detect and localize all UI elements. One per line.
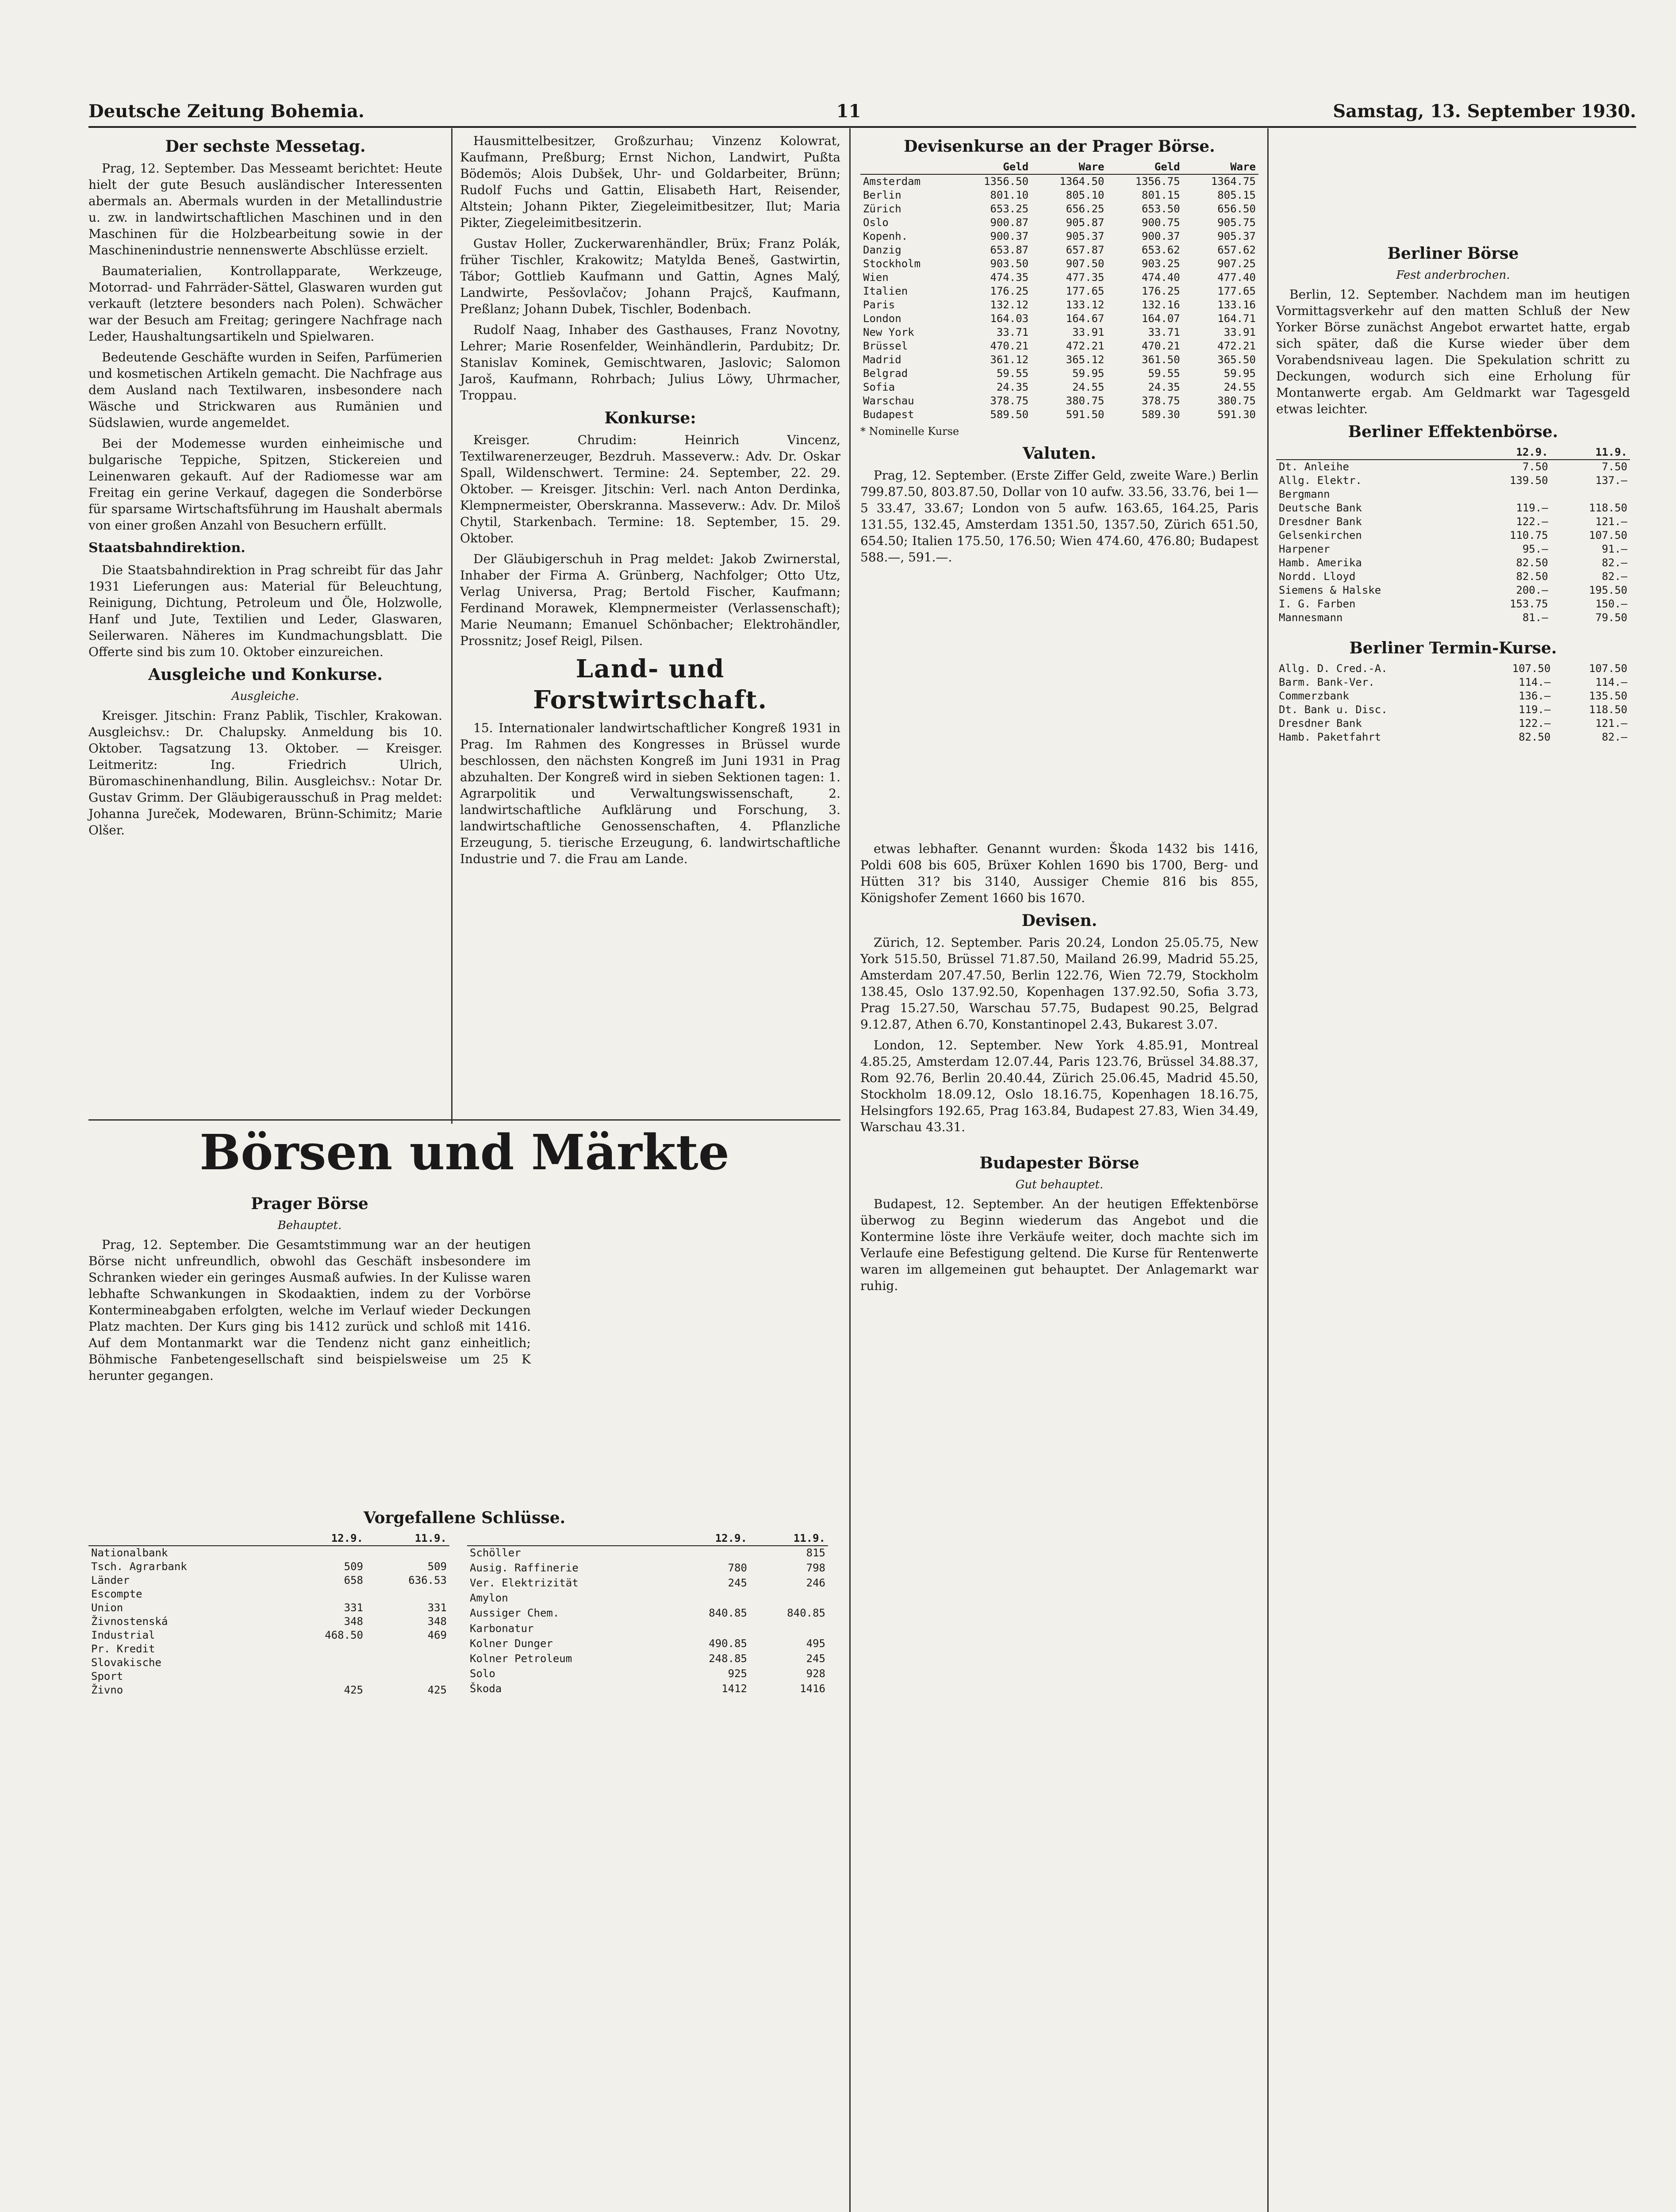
table-cell: 139.50 bbox=[1510, 474, 1548, 487]
col-header bbox=[860, 160, 955, 174]
table-row: Amylon bbox=[470, 1592, 508, 1605]
article-title-messetag: Der sechste Messetag. bbox=[165, 137, 366, 156]
table-cell: 33.91 bbox=[1223, 326, 1256, 338]
table-cell: 59.55 bbox=[1148, 367, 1180, 380]
col-header bbox=[467, 1532, 671, 1546]
table-cell: 59.55 bbox=[996, 367, 1029, 380]
table-cell: Nordd. Lloyd bbox=[1279, 570, 1356, 583]
table-cell: Allg. D. Cred.-A. bbox=[1279, 662, 1388, 675]
table-cell: 1356.75 bbox=[1135, 175, 1180, 188]
table-cell: Dresdner Bank bbox=[1279, 515, 1362, 528]
paragraph: Kreisger. Chrudim: Heinrich Vincenz, Textilwarenerzeuger, Bezdruh. Masseverw.: Adv. Dr. Oskar Spall, Wildenschwert. Termine: 24. September, 22. 29. Oktober. — Kreisger. Jitschin: Verl. nach Anton Derdinka, Klempnermeister, Oberskranna. Masseverw.: Adv. Dr. Miloš Chytil, Starkenbach. Termine: 18. September, 15. 29. Oktober. bbox=[460, 433, 840, 545]
devisen-table bbox=[860, 160, 1258, 422]
table-cell: 903.50 bbox=[990, 257, 1029, 270]
paragraph: Bei der Modemesse wurden einheimische und bulgarische Teppiche, Spitzen, Stickereien und Leinenwaren gekauft. Auf der Radiomesse war am Freitag ein gerine Verkauf, dagegen die Sonderbörse für sparsame Wirtschaftsführung im Haushalt abermals von einer großen Anzahl von Besuchern erfüllt. bbox=[88, 436, 442, 533]
table-cell: 114.— bbox=[1595, 676, 1627, 688]
berliner-title: Berliner Börse bbox=[1387, 244, 1519, 263]
table-row bbox=[1276, 703, 1630, 717]
table-cell: 150.— bbox=[1595, 598, 1627, 610]
table-row: Kolner Petroleum 248.85 245 bbox=[470, 1652, 825, 1665]
table-cell: Mannesmann bbox=[1279, 611, 1343, 624]
column-4 bbox=[860, 841, 1258, 1298]
table-cell: 472.21 bbox=[1217, 340, 1256, 352]
schluesse-title: Vorgefallene Schlüsse. bbox=[363, 1509, 566, 1527]
table-row bbox=[860, 312, 1258, 326]
paragraph: Prag, 12. September. Die Gesamtstimmung war an der heutigen Börse nicht unfreundlich, obwohl das Geschäft insbesondere im Schranken wieder ein geringes Ausmaß aufwies. In der Kulisse waren lebhafte Schwankungen in Skodaaktien, indem zu der Vorbörse Kontermineabgaben erfolgten, welche im Verlauf wieder Deckungen Platz machten. Der Kurs ging bis 1412 zurück und schloß mit 1416. Auf dem Montanmarkt war die Tendenz nicht ganz einheitlich; Böhmische Fanbetengesellschaft sind beispielsweise um 25 K herunter gegangen. bbox=[88, 1237, 531, 1383]
table-cell: 365.12 bbox=[1066, 353, 1105, 366]
table-cell: 801.15 bbox=[1142, 189, 1180, 201]
table-cell: 164.07 bbox=[1142, 312, 1180, 325]
table-cell: 24.35 bbox=[996, 381, 1029, 393]
col-header bbox=[88, 1532, 282, 1546]
column-rule bbox=[451, 128, 453, 1124]
table-cell: 900.37 bbox=[1142, 230, 1180, 242]
table-cell: 589.30 bbox=[1142, 408, 1180, 421]
table-cell: Madrid bbox=[863, 353, 901, 366]
table-cell: 477.35 bbox=[1066, 271, 1105, 284]
table-cell: 119.— bbox=[1516, 502, 1548, 514]
table-cell: 380.75 bbox=[1217, 395, 1256, 407]
table-cell: 82.50 bbox=[1516, 570, 1548, 583]
table-cell: 905.75 bbox=[1217, 216, 1256, 229]
table-cell: Harpener bbox=[1279, 543, 1330, 555]
table-cell bbox=[1551, 488, 1630, 501]
table-cell: London bbox=[863, 312, 901, 325]
table-cell: 33.71 bbox=[996, 326, 1029, 338]
col-header bbox=[1276, 445, 1472, 460]
table-cell: 589.50 bbox=[990, 408, 1029, 421]
table-cell: 477.40 bbox=[1217, 271, 1256, 284]
table-row: Škoda 1412 1416 bbox=[470, 1682, 825, 1695]
table-row bbox=[860, 243, 1258, 257]
table-cell: Deutsche Bank bbox=[1279, 502, 1362, 514]
table-cell: Dresdner Bank bbox=[1279, 717, 1362, 730]
table-cell: Brüssel bbox=[863, 340, 908, 352]
table-row: Ausig. Raffinerie 780 798 bbox=[470, 1562, 825, 1575]
table-cell: 59.95 bbox=[1223, 367, 1256, 380]
table-row: Slovakische bbox=[91, 1656, 161, 1669]
table-cell: 905.37 bbox=[1066, 230, 1105, 242]
table-row: Pr. Kredit bbox=[91, 1643, 155, 1655]
table-row: Kolner Dunger 490.85 495 bbox=[470, 1637, 825, 1650]
table-row bbox=[1276, 460, 1630, 474]
table-row: Ver. Elektrizität 245 246 bbox=[470, 1577, 825, 1590]
column-1 bbox=[88, 133, 442, 843]
boersen-title: Börsen und Märkte bbox=[199, 1124, 729, 1181]
table-cell: Italien bbox=[863, 285, 908, 297]
prager-boerse-title: Prager Börse bbox=[251, 1194, 368, 1213]
paragraph: Kreisger. Jitschin: Franz Pablik, Tischler, Krakowan. Ausgleichsv.: Dr. Chalupsky. Anmeldung bis 10. Oktober. Tagsatzung 13. Oktober. — Kreisger. Leitmeritz: Ing. Friedrich Ulrich, Büromaschinenhandlung, Bilin. Ausgleichsv.: Notar Dr. Gustav Grimm. Der Gläubigerausschuß in Prag meldet: Johanna Jureček, Modewaren, Brünn-Schimitz; Marie Olšer. bbox=[88, 708, 442, 837]
col-header: 12.9. bbox=[671, 1532, 750, 1546]
table-cell: 378.75 bbox=[1142, 395, 1180, 407]
table-cell: 176.25 bbox=[1142, 285, 1180, 297]
table-row: Länder 658 636.53 bbox=[91, 1574, 447, 1586]
table-cell: I. G. Farben bbox=[1279, 598, 1356, 610]
table-cell: Belgrad bbox=[863, 367, 908, 380]
column-rule bbox=[849, 128, 851, 2212]
table-cell: 82.50 bbox=[1516, 557, 1548, 569]
paragraph: etwas lebhafter. Genannt wurden: Škoda 1432 bis 1416, Poldi 608 bis 605, Brüxer Kohlen 1690 bis 1700, Berg- und Hütten 31? bis 3140, Aussiger Chemie 816 bis 855, Königshofer Zement 1660 bis 1670. bbox=[860, 841, 1258, 905]
table-cell: 900.75 bbox=[1142, 216, 1180, 229]
table-row bbox=[1276, 488, 1630, 501]
table-row bbox=[860, 174, 1258, 188]
table-cell: 1364.75 bbox=[1211, 175, 1256, 188]
table-cell: 107.50 bbox=[1589, 662, 1627, 675]
section-heading: Konkurse: bbox=[604, 409, 696, 427]
table-cell: 805.15 bbox=[1217, 189, 1256, 201]
table-cell: 107.50 bbox=[1512, 662, 1551, 675]
table-row bbox=[1276, 662, 1630, 676]
schluesse-section bbox=[88, 1504, 840, 1697]
table-cell: 91.— bbox=[1602, 543, 1627, 555]
table-cell: 137.— bbox=[1595, 474, 1627, 487]
table-row bbox=[860, 408, 1258, 422]
col-header: 11.9. bbox=[366, 1532, 449, 1546]
table-cell: 82.— bbox=[1602, 570, 1627, 583]
column-rule bbox=[1267, 128, 1269, 2212]
col-header: Geld bbox=[955, 160, 1031, 174]
table-cell: 365.50 bbox=[1217, 353, 1256, 366]
table-row: Schöller 815 bbox=[470, 1547, 825, 1559]
table-row: Aussiger Chem. 840.85 840.85 bbox=[470, 1607, 825, 1620]
table-cell: 132.16 bbox=[1142, 299, 1180, 311]
table-row bbox=[1276, 611, 1630, 625]
col-header: Ware bbox=[1031, 160, 1107, 174]
section-divider bbox=[88, 1119, 840, 1121]
table-row: Union 331 331 bbox=[91, 1601, 447, 1614]
table-cell: 24.55 bbox=[1223, 381, 1256, 393]
table-row bbox=[860, 216, 1258, 230]
table-cell: 107.50 bbox=[1589, 529, 1627, 541]
table-cell: 905.87 bbox=[1066, 216, 1105, 229]
table-cell: Hamb. Amerika bbox=[1279, 557, 1362, 569]
budapester-title: Budapester Börse bbox=[979, 1154, 1139, 1172]
paragraph: Rudolf Naag, Inhaber des Gasthauses, Franz Novotny, Lehrer; Marie Rosenfelder, Weinhändlerin, Pardubitz; Dr. Stanislav Kominek, Gemischtwaren, Jaslovic; Salomon Jaroš, Kaufmann, Rohrbach; Julius Löwy, Uhrmacher, Troppau. bbox=[460, 323, 840, 403]
section-subheading: Ausgleiche. bbox=[231, 690, 299, 703]
table-cell: 195.50 bbox=[1589, 584, 1627, 596]
paragraph: Der Gläubigerschuh in Prag meldet: Jakob Zwirnerstal, Inhaber der Firma A. Grünberg, Nachfolger; Otto Utz, Verlag Universa, Prag; Bertold Fischer, Kaufmann; Ferdinand Morawek, Klempnermeister (Verlassenschaft); Marie Neumann; Emanuel Schönbacher; Elektrohändler, Prossnitz; Josef Reigl, Pilsen. bbox=[460, 552, 840, 648]
table-cell: Dt. Anleihe bbox=[1279, 461, 1349, 473]
table-row: Escompte bbox=[91, 1588, 142, 1600]
table-cell: 132.12 bbox=[990, 299, 1029, 311]
table-row: Sport bbox=[91, 1670, 123, 1682]
schluesse-table-2 bbox=[467, 1532, 828, 1697]
termin-table bbox=[1276, 662, 1630, 744]
col-header: Geld bbox=[1107, 160, 1182, 174]
table-cell: 177.65 bbox=[1217, 285, 1256, 297]
table-cell: 653.87 bbox=[990, 244, 1029, 256]
table-cell: 653.25 bbox=[990, 203, 1029, 215]
table-cell: 133.12 bbox=[1066, 299, 1105, 311]
issue-date: Samstag, 13. September 1930. bbox=[1333, 101, 1636, 122]
table-cell: 657.62 bbox=[1217, 244, 1256, 256]
table-cell: Hamb. Paketfahrt bbox=[1279, 731, 1381, 743]
table-cell: 474.40 bbox=[1142, 271, 1180, 284]
table-row bbox=[860, 326, 1258, 339]
land-forst-title: Land- und Forstwirtschaft. bbox=[533, 654, 767, 714]
col-header: 11.9. bbox=[750, 1532, 828, 1546]
table-cell: 33.91 bbox=[1072, 326, 1105, 338]
table-cell: Commerzbank bbox=[1279, 690, 1349, 702]
table-cell: 380.75 bbox=[1066, 395, 1105, 407]
table-row bbox=[860, 284, 1258, 298]
table-cell: Wien bbox=[863, 271, 889, 284]
col-header: 12.9. bbox=[282, 1532, 366, 1546]
table-cell bbox=[1472, 488, 1551, 501]
berliner-sub: Fest anderbrochen. bbox=[1396, 269, 1510, 282]
table-row bbox=[1276, 556, 1630, 570]
table-row bbox=[1276, 730, 1630, 744]
devisen-subtitle: Devisen. bbox=[1021, 911, 1097, 930]
table-cell: 805.10 bbox=[1066, 189, 1105, 201]
prager-boerse-sub: Behauptet. bbox=[277, 1219, 342, 1232]
table-row: Karbonatur bbox=[470, 1622, 534, 1635]
table-row bbox=[1276, 570, 1630, 584]
table-row bbox=[860, 257, 1258, 271]
section-heading: Staatsbahndirektion. bbox=[88, 540, 245, 556]
paragraph: Gustav Holler, Zuckerwarenhändler, Brüx; Franz Polák, früher Tischler, Krakowitz; Matylda Beneš, Gastwirtin, Tábor; Gottlieb Kaufmann und Gattin, Agnes Malý, Landwirte, Pesšovlačov; Johann Prajcš, Kaufmann, Preßlanz; Johann Dubek, Tischler, Bodenbach. bbox=[460, 236, 840, 316]
termin-title: Berliner Termin-Kurse. bbox=[1349, 639, 1557, 657]
prager-boerse-article bbox=[88, 1190, 531, 1388]
table-cell: 82.— bbox=[1602, 557, 1627, 569]
table-cell: 361.12 bbox=[990, 353, 1029, 366]
table-row bbox=[1276, 717, 1630, 730]
table-cell: 361.50 bbox=[1142, 353, 1180, 366]
table-cell: 591.30 bbox=[1217, 408, 1256, 421]
table-cell: 110.75 bbox=[1510, 529, 1548, 541]
budapester-sub: Gut behauptet. bbox=[1015, 1178, 1104, 1191]
paragraph: Budapest, 12. September. An der heutigen Effektenbörse überwog zu Beginn wiederum das Angebot und die Kontermine löste ihre Verkäufe weiter, doch machte sich im Verlaufe eine Befestigung geltend. Die Kurse für Rentenwerte waren im allgemeinen gut behauptet. Der Anlagemarkt war ruhig. bbox=[860, 1197, 1258, 1293]
table-row bbox=[860, 202, 1258, 216]
col-header: 12.9. bbox=[1472, 445, 1551, 460]
table-cell: 133.16 bbox=[1217, 299, 1256, 311]
table-cell: 657.87 bbox=[1066, 244, 1105, 256]
paragraph: Die Staatsbahndirektion in Prag schreibt für das Jahr 1931 Lieferungen aus: Material für Beleuchtung, Reinigung, Dichtung, Petroleum und Öle, Holzwolle, Hanf und Jute, Textilien und Leder, Glaswaren, Seilerwaren. Näheres im Kundmachungsblatt. Die Offerte sind bis zum 10. Oktober einzureichen. bbox=[88, 563, 442, 659]
table-row bbox=[860, 367, 1258, 380]
table-cell: Oslo bbox=[863, 216, 889, 229]
table-cell: New York bbox=[863, 326, 914, 338]
table-row bbox=[1276, 597, 1630, 611]
paragraph: 15. Internationaler landwirtschaftlicher Kongreß 1931 in Prag. Im Rahmen des Kongresses in Brüssel wurde beschlossen, den nächsten Kongreß im Juni 1931 in Prag abzuhalten. Der Kongreß wird in sieben Sektionen tagen: 1. Agrarpolitik und Verwaltungswissenschaft, 2. landwirtschaftliche Aufklärung und Forschung, 3. landwirtschaftliche Genossenschaften, 4. Pflanzliche Erzeugung, 5. tierische Erzeugung, 6. landwirtschaftliche Industrie und 7. die Frau am Lande. bbox=[460, 721, 840, 866]
column-5 bbox=[1276, 133, 1630, 744]
table-cell: Amsterdam bbox=[863, 175, 921, 188]
table-cell: 1356.50 bbox=[984, 175, 1029, 188]
table-cell: Paris bbox=[863, 299, 895, 311]
table-cell: 121.— bbox=[1595, 515, 1627, 528]
table-row: Nationalbank bbox=[91, 1547, 168, 1559]
page-number: 11 bbox=[836, 101, 861, 122]
table-cell: Dt. Bank u. Disc. bbox=[1279, 703, 1388, 716]
table-row bbox=[860, 188, 1258, 202]
table-row bbox=[860, 271, 1258, 284]
table-cell: 59.95 bbox=[1072, 367, 1105, 380]
table-row bbox=[860, 298, 1258, 312]
table-cell: 136.— bbox=[1519, 690, 1551, 702]
table-row bbox=[860, 339, 1258, 353]
table-cell: 79.50 bbox=[1595, 611, 1627, 624]
table-cell: 470.21 bbox=[990, 340, 1029, 352]
table-row: Solo 925 928 bbox=[470, 1667, 825, 1680]
table-row bbox=[1276, 474, 1630, 488]
table-cell: 7.50 bbox=[1522, 461, 1548, 473]
devisen-title: Devisenkurse an der Prager Börse. bbox=[904, 137, 1215, 156]
paragraph: Baumaterialien, Kontrollapparate, Werkzeuge, Motorrad- und Fahrräder-Sättel, Glaswaren wurden gut verkauft (letztere besonders nach Polen). Schwächer war der Besuch am Freitag; geringere Nachfrage nach Leder, Haushaltungsartikeln und Spielwaren. bbox=[88, 264, 442, 344]
table-row bbox=[860, 394, 1258, 408]
table-cell: Gelsenkirchen bbox=[1279, 529, 1362, 541]
table-row bbox=[1276, 542, 1630, 556]
table-cell: Barm. Bank-Ver. bbox=[1279, 676, 1375, 688]
table-cell: 122.— bbox=[1516, 515, 1548, 528]
paragraph: London, 12. September. New York 4.85.91, Montreal 4.85.25, Amsterdam 12.07.44, Paris 123.76, Brüssel 34.88.37, Rom 92.76, Berlin 20.40.44, Zürich 25.06.45, Madrid 45.50, Stockholm 18.09.12, Oslo 18.16.75, Kopenhagen 18.16.75, Helsingfors 192.65, Prag 163.84, Budapest 27.83, Wien 34.49, Warschau 43.31. bbox=[860, 1038, 1258, 1134]
table-cell: 164.71 bbox=[1217, 312, 1256, 325]
table-cell: 7.50 bbox=[1602, 461, 1627, 473]
table-cell: 900.37 bbox=[990, 230, 1029, 242]
table-cell: 200.— bbox=[1516, 584, 1548, 596]
table-cell: 472.21 bbox=[1066, 340, 1105, 352]
table-row bbox=[860, 353, 1258, 367]
table-row: Živnostenská 348 348 bbox=[91, 1615, 447, 1628]
table-cell: 119.— bbox=[1519, 703, 1551, 716]
table-row: Živno 425 425 bbox=[91, 1684, 447, 1696]
paragraph: Prag, 12. September. (Erste Ziffer Geld, zweite Ware.) Berlin 799.87.50, 803.87.50, Dollar von 10 aufw. 33.56, 33.76, bei 1—5 33.47, 33.67; London von 5 aufw. 163.65, 164.25, Paris 131.55, 132.45, Amsterdam 1351.50, 1357.50, Zürich 651.50, 654.50; Italien 175.50, 176.50; Wien 474.60, 476.80; Budapest 588.—, 591.—. bbox=[860, 468, 1258, 565]
table-cell: 470.21 bbox=[1142, 340, 1180, 352]
paragraph: Berlin, 12. September. Nachdem man im heutigen Vormittagsverkehr auf den matten Schluß der New Yorker Börse zunächst Angebot erwartet hatte, ergab sich später, daß die Kurse wieder über dem Vorabendsniveau lagen. Die Spekulation schritt zu Deckungen, wodurch sich eine Erholung für Montanwerte ergab. Am Geldmarkt war Tagesgeld etwas leichter. bbox=[1276, 287, 1630, 416]
paragraph: Hausmittelbesitzer, Großzurhau; Vinzenz Kolowrat, Kaufmann, Preßburg; Ernst Nichon, Landwirt, Pußta Bödemös; Alois Dubšek, Uhr- und Goldarbeiter, Brünn; Rudolf Fuchs und Gattin, Elisabeth Hart, Reisender, Altstein; Johann Pikter, Ziegeleimitbesitzer, Ilut; Maria Pikter, Ziegeleimitbesitzerin. bbox=[460, 134, 840, 230]
table-cell: 95.— bbox=[1522, 543, 1548, 555]
table-row bbox=[860, 230, 1258, 243]
table-cell: 656.25 bbox=[1066, 203, 1105, 215]
devisen-section bbox=[860, 133, 1258, 570]
table-cell: 118.50 bbox=[1589, 502, 1627, 514]
table-cell: 81.— bbox=[1522, 611, 1548, 624]
table-cell: Siemens & Halske bbox=[1279, 584, 1381, 596]
table-cell: 378.75 bbox=[990, 395, 1029, 407]
table-cell: 164.03 bbox=[990, 312, 1029, 325]
table-cell: 591.50 bbox=[1066, 408, 1105, 421]
table-cell: 801.10 bbox=[990, 189, 1029, 201]
table-cell: Sofia bbox=[863, 381, 895, 393]
table-row bbox=[1276, 689, 1630, 703]
table-cell: 153.75 bbox=[1510, 598, 1548, 610]
table-cell: 164.67 bbox=[1066, 312, 1105, 325]
table-row bbox=[1276, 515, 1630, 529]
effekten-table bbox=[1276, 445, 1630, 625]
table-cell: Bergmann bbox=[1279, 488, 1330, 500]
table-row bbox=[1276, 501, 1630, 515]
table-cell: 177.65 bbox=[1066, 285, 1105, 297]
table-cell: 118.50 bbox=[1589, 703, 1627, 716]
table-cell: 905.37 bbox=[1217, 230, 1256, 242]
table-cell: 907.25 bbox=[1217, 257, 1256, 270]
table-cell: 122.— bbox=[1519, 717, 1551, 730]
schluesse-table-1 bbox=[88, 1532, 449, 1697]
table-row bbox=[1276, 529, 1630, 542]
paragraph: Zürich, 12. September. Paris 20.24, London 25.05.75, New York 515.50, Brüssel 71.87.50, Mailand 26.99, Madrid 55.25, Amsterdam 207.47.50, Berlin 122.76, Wien 72.79, Stockholm 138.45, Oslo 137.92.50, Kopenhagen 137.92.50, Sofia 3.73, Prag 15.27.50, Warschau 57.75, Budapest 90.25, Belgrad 9.12.87, Athen 6.70, Konstantinopel 2.43, Bukarest 3.07. bbox=[860, 935, 1258, 1032]
table-cell: Kopenh. bbox=[863, 230, 908, 242]
table-cell: 82.— bbox=[1602, 731, 1627, 743]
table-row bbox=[1276, 584, 1630, 597]
table-cell: 33.71 bbox=[1148, 326, 1180, 338]
table-row: Tsch. Agrarbank 509 509 bbox=[91, 1560, 447, 1573]
table-cell: Berlin bbox=[863, 189, 901, 201]
table-cell: Warschau bbox=[863, 395, 914, 407]
table-cell: 135.50 bbox=[1589, 690, 1627, 702]
effekten-title: Berliner Effektenbörse. bbox=[1348, 422, 1558, 441]
newspaper-name: Deutsche Zeitung Bohemia. bbox=[88, 101, 364, 122]
col-header: Ware bbox=[1183, 160, 1258, 174]
col-header: 11.9. bbox=[1551, 445, 1630, 460]
table-cell: 24.35 bbox=[1148, 381, 1180, 393]
table-cell: 653.50 bbox=[1142, 203, 1180, 215]
valuten-title: Valuten. bbox=[1022, 444, 1097, 463]
section-heading: Ausgleiche und Konkurse. bbox=[148, 665, 383, 684]
paragraph: Prag, 12. September. Das Messeamt berichtet: Heute hielt der gute Besuch ausländischer Interessenten abermals an. Abermals wurden in der Metallindustrie u. zw. in landwirtschaftlichen Maschinen und in den Maschinen für die Holzbearbeitung sowie in der Maschinenindustrie nennenswerte Abschlüsse erzielt. bbox=[88, 161, 442, 257]
table-cell: Danzig bbox=[863, 244, 901, 256]
table-cell: 24.55 bbox=[1072, 381, 1105, 393]
column-2 bbox=[460, 133, 840, 872]
devisen-note: * Nominelle Kurse bbox=[860, 425, 959, 438]
table-cell: 903.25 bbox=[1142, 257, 1180, 270]
table-row bbox=[860, 380, 1258, 394]
page-header bbox=[88, 95, 1636, 128]
table-cell: 82.50 bbox=[1519, 731, 1551, 743]
table-cell: 653.62 bbox=[1142, 244, 1180, 256]
table-cell: 121.— bbox=[1595, 717, 1627, 730]
table-cell: 474.35 bbox=[990, 271, 1029, 284]
table-cell: Stockholm bbox=[863, 257, 921, 270]
table-cell: Zürich bbox=[863, 203, 901, 215]
table-cell: 900.87 bbox=[990, 216, 1029, 229]
paragraph: Bedeutende Geschäfte wurden in Seifen, Parfümerien und kosmetischen Artikeln gemacht. Die Nachfrage aus dem Ausland nach Textilwaren, insbesondere nach Wäsche und Strickwaren aus Rumänien und Südslawien, wurde angemeldet. bbox=[88, 350, 442, 430]
table-row bbox=[1276, 676, 1630, 689]
table-row: Industrial 468.50 469 bbox=[91, 1629, 447, 1641]
table-cell: Budapest bbox=[863, 408, 914, 421]
table-cell: 656.50 bbox=[1217, 203, 1256, 215]
table-cell: 1364.50 bbox=[1059, 175, 1105, 188]
table-cell: 114.— bbox=[1519, 676, 1551, 688]
table-cell: 907.50 bbox=[1066, 257, 1105, 270]
table-cell: Allg. Elektr. bbox=[1279, 474, 1362, 487]
table-cell: 176.25 bbox=[990, 285, 1029, 297]
